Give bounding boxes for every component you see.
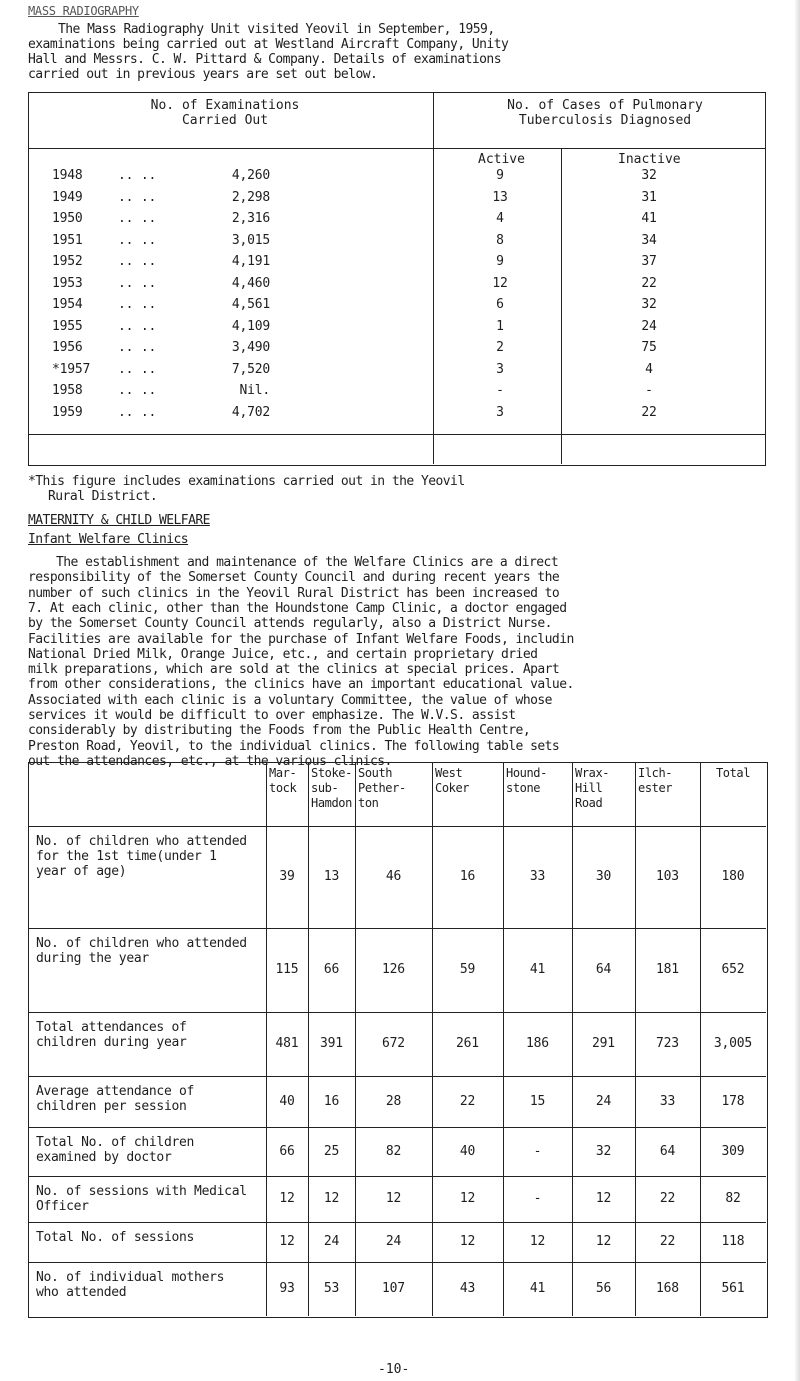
xray-exams: 4,460 (231, 275, 270, 291)
xray-exams: 4,260 (231, 168, 270, 183)
clinic-cell: 16 (459, 869, 476, 884)
clinic-row-divider (28, 1176, 766, 1177)
clinic-column-header: Hound- (506, 766, 547, 780)
xray-footnote: Rural District. (48, 489, 158, 504)
xray-active: - (496, 383, 504, 398)
xray-year: 1955 (52, 318, 83, 334)
xray-leader-dots: .. .. (118, 254, 157, 269)
clinic-cell: 40 (459, 1143, 476, 1159)
clinic-row-divider (28, 1127, 766, 1128)
xray-year: 1958 (52, 383, 83, 398)
xray-active: 4 (496, 211, 504, 226)
xray-year: 1950 (52, 211, 83, 226)
xray-year: 1949 (52, 189, 83, 205)
intro-line: examinations being carried out at Westland Aircraft Company, Unity (28, 37, 509, 52)
xray-active: 1 (496, 318, 504, 334)
xray-head-right: No. of Cases of Pulmonary Tuberculosis Diagnosed (507, 98, 703, 128)
xray-year: 1952 (52, 254, 83, 269)
maternity-line: from other considerations, the clinics have an important educational value. (28, 677, 574, 693)
xray-active: 2 (496, 340, 504, 355)
clinic-cell: 24 (323, 1234, 340, 1249)
xray-inactive: 22 (641, 404, 657, 420)
xray-inactive: 34 (641, 232, 657, 248)
clinic-cell: 82 (725, 1191, 741, 1206)
xray-leader-dots: .. .. (118, 361, 157, 377)
xray-leader-dots: .. .. (118, 189, 157, 205)
clinic-cell: 64 (659, 1143, 676, 1159)
clinic-cell: 59 (459, 962, 476, 977)
clinic-row-label: No. of children who attended for the 1st time(under 1 year of age) (36, 834, 247, 879)
clinic-cell: - (533, 1191, 542, 1206)
clinic-cell: 391 (320, 1036, 343, 1051)
maternity-line: National Dried Milk, Orange Juice, etc., and certain proprietary dried (28, 646, 538, 662)
xray-inactive: 31 (641, 189, 657, 205)
maternity-line: out the attendances, etc., at the various clinics. (28, 753, 392, 769)
xray-year: 1956 (52, 340, 83, 355)
xray-year: *1957 (52, 361, 91, 377)
xray-leader-dots: .. .. (118, 297, 157, 312)
xray-leader-dots: .. .. (118, 404, 157, 420)
xray-exams: 2,316 (231, 211, 270, 226)
xray-active: 12 (492, 275, 508, 291)
clinic-cell: 181 (656, 962, 679, 977)
maternity-line: The establishment and maintenance of the Welfare Clinics are a direct (56, 555, 559, 570)
xray-year: 1954 (52, 297, 83, 312)
clinic-cell: 22 (659, 1191, 676, 1206)
xray-leader-dots: .. .. (118, 168, 157, 183)
xray-exams: 4,561 (231, 297, 270, 312)
clinic-row-divider (28, 1262, 766, 1263)
intro-line: carried out in previous years are set out below. (28, 67, 378, 82)
clinic-column-header: Hamdon (311, 796, 352, 810)
clinic-cell: 40 (279, 1093, 295, 1109)
clinic-column-header: Ilch- (638, 766, 673, 780)
xray-active: 9 (496, 254, 504, 269)
clinic-column-header: Mar- (269, 766, 297, 780)
clinic-row-label: Total No. of sessions (36, 1230, 195, 1245)
xray-year: 1959 (52, 404, 83, 420)
xray-inactive: 32 (641, 297, 657, 312)
clinic-row-divider (28, 928, 766, 929)
clinic-cell: 64 (595, 962, 612, 977)
clinic-cell: 12 (279, 1234, 295, 1249)
clinic-row-label: No. of individual mothers who attended (36, 1270, 225, 1300)
clinic-row-label: No. of children who attended during the year (36, 936, 247, 966)
xray-active: 3 (496, 404, 504, 420)
xray-leader-dots: .. .. (118, 211, 157, 226)
clinic-cell: 43 (459, 1281, 476, 1296)
clinic-cell: 41 (529, 1281, 546, 1296)
clinic-cell: 723 (656, 1036, 679, 1051)
xray-active: 6 (496, 297, 504, 312)
clinic-row-divider (28, 1222, 766, 1223)
clinic-cell: 30 (595, 869, 612, 884)
xray-exams: 3,015 (231, 232, 270, 248)
clinic-cell: 309 (721, 1143, 745, 1159)
clinic-cell: 15 (529, 1093, 546, 1109)
xray-footnote: *This figure includes examinations carried out in the Yeovil (28, 474, 465, 489)
clinic-cell: - (533, 1143, 542, 1159)
xray-exams: 4,191 (231, 254, 270, 269)
xray-leader-dots: .. .. (118, 275, 157, 291)
xray-inactive: 24 (641, 318, 657, 334)
xray-inactive: 32 (641, 168, 657, 183)
clinic-cell: 24 (385, 1234, 402, 1249)
page-edge-shadow (794, 0, 800, 1381)
intro-line: Hall and Messrs. C. W. Pittard & Company. Details of examinations (28, 52, 501, 67)
maternity-line: 7. At each clinic, other than the Houndstone Camp Clinic, a doctor engaged (28, 600, 567, 616)
maternity-line: number of such clinics in the Yeovil Rural District has been increased to (28, 585, 560, 601)
xray-exams: Nil. (239, 383, 270, 398)
xray-active: 3 (496, 361, 504, 377)
clinic-cell: 66 (279, 1143, 295, 1159)
clinic-cell: 24 (595, 1093, 612, 1109)
clinic-cell: 13 (323, 869, 340, 884)
xray-mid-divider (433, 92, 434, 464)
clinic-cell: 22 (659, 1234, 676, 1249)
clinic-column-header: stone (506, 781, 541, 795)
xray-exams: 7,520 (231, 361, 270, 377)
clinic-cell: 46 (385, 869, 402, 884)
clinic-column-header: South (358, 766, 393, 780)
clinic-cell: 66 (323, 962, 340, 977)
clinic-cell: 178 (721, 1093, 745, 1109)
xray-inactive: 22 (641, 275, 657, 291)
clinic-column-header: Coker (435, 781, 470, 795)
xray-inactive: 37 (641, 254, 657, 269)
clinic-column-header: ester (638, 781, 673, 795)
xray-leader-dots: .. .. (118, 318, 157, 334)
clinic-cell: 115 (275, 962, 299, 977)
clinic-cell: 12 (459, 1234, 476, 1249)
xray-active: 9 (496, 168, 504, 183)
clinic-cell: 168 (656, 1281, 679, 1296)
xray-inactive: - (645, 383, 653, 398)
clinic-column-header: Wrax- (575, 766, 610, 780)
clinic-column-header: sub- (311, 781, 339, 795)
maternity-line: Preston Road, Yeovil, to the individual clinics. The following table sets (28, 738, 560, 754)
clinic-column-header: West (435, 766, 463, 780)
xray-exams: 2,298 (231, 189, 270, 205)
clinic-cell: 22 (459, 1093, 476, 1109)
intro-line: The Mass Radiography Unit visited Yeovil in September, 1959, (58, 22, 495, 37)
clinic-cell: 16 (323, 1093, 340, 1109)
clinic-cell: 12 (595, 1191, 612, 1206)
maternity-subheading: Infant Welfare Clinics (28, 532, 189, 547)
clinic-cell: 180 (721, 869, 745, 884)
clinic-cell: 481 (275, 1036, 299, 1051)
xray-col-inactive: Inactive (618, 152, 681, 167)
clinic-cell: 561 (721, 1281, 745, 1296)
xray-year: 1951 (52, 232, 83, 248)
xray-active-divider (561, 148, 562, 464)
clinic-cell: 12 (323, 1191, 340, 1206)
xray-exams: 3,490 (231, 340, 270, 355)
clinic-cell: 12 (529, 1234, 546, 1249)
xray-leader-dots: .. .. (118, 383, 157, 398)
xray-bottom-divider (28, 434, 765, 435)
clinic-column-header: Hill (575, 781, 603, 795)
maternity-line: considerably by distributing the Foods from the Public Health Centre, (28, 723, 531, 739)
clinic-cell: 33 (659, 1093, 676, 1109)
clinic-cell: 28 (385, 1093, 402, 1109)
xray-year: 1948 (52, 168, 83, 183)
clinic-cell: 82 (385, 1143, 402, 1159)
clinic-cell: 652 (721, 962, 745, 977)
clinic-column-header: Pether- (358, 781, 406, 795)
clinic-column-header: Total (715, 766, 751, 780)
clinic-cell: 25 (323, 1143, 340, 1159)
xray-inactive: 75 (641, 340, 657, 355)
clinic-column-header: ton (358, 796, 379, 810)
xray-active: 13 (492, 189, 508, 205)
clinic-row-label: Total No. of children examined by doctor (36, 1135, 195, 1165)
clinic-cell: 33 (529, 869, 546, 884)
section-title: MASS RADIOGRAPHY (28, 4, 139, 18)
clinic-cell: 93 (279, 1281, 295, 1296)
xray-leader-dots: .. .. (118, 340, 157, 355)
xray-inactive: 41 (641, 211, 657, 226)
maternity-line: Associated with each clinic is a voluntary Committee, the value of whose (28, 692, 552, 708)
clinic-cell: 126 (382, 962, 405, 977)
clinic-row-label: No. of sessions with Medical Officer (36, 1184, 247, 1214)
clinic-cell: 103 (656, 869, 679, 884)
xray-active: 8 (496, 232, 504, 248)
clinic-row-divider (28, 1012, 766, 1013)
clinic-cell: 186 (526, 1036, 549, 1051)
clinic-cell: 291 (592, 1036, 615, 1051)
clinic-cell: 118 (721, 1234, 745, 1249)
maternity-heading: MATERNITY & CHILD WELFARE (28, 513, 210, 528)
clinic-row-divider (28, 1076, 766, 1077)
clinic-cell: 12 (459, 1191, 476, 1206)
xray-exams: 4,702 (231, 404, 270, 420)
xray-head-left: No. of Examinations Carried Out (150, 98, 300, 128)
clinic-cell: 12 (279, 1191, 295, 1206)
clinic-row-label: Average attendance of children per session (36, 1084, 195, 1114)
clinic-column-header: Road (575, 796, 603, 810)
xray-leader-dots: .. .. (118, 232, 157, 248)
clinic-cell: 39 (279, 869, 295, 884)
clinic-column-header: tock (269, 781, 297, 795)
maternity-line: services it would be difficult to over emphasize. The W.V.S. assist (28, 708, 516, 723)
xray-exams: 4,109 (231, 318, 270, 334)
clinic-cell: 12 (595, 1234, 612, 1249)
clinic-cell: 53 (323, 1281, 340, 1296)
maternity-line: by the Somerset County Council attends regularly, also a District Nurse. (28, 616, 552, 632)
clinic-cell: 672 (382, 1036, 405, 1051)
clinic-cell: 32 (595, 1143, 612, 1159)
clinic-column-header: Stoke- (311, 766, 352, 780)
clinic-row-label: Total attendances of children during year (36, 1020, 187, 1050)
xray-inactive: 4 (645, 361, 653, 377)
clinic-cell: 12 (385, 1191, 402, 1206)
maternity-line: Facilities are available for the purchase of Infant Welfare Foods, includin (28, 631, 574, 647)
maternity-line: milk preparations, which are sold at the clinics at special prices. Apart (28, 662, 560, 678)
clinic-cell: 56 (595, 1281, 612, 1296)
clinic-cell: 3,005 (713, 1036, 753, 1051)
page-number: -10- (378, 1362, 410, 1377)
clinic-cell: 41 (529, 962, 546, 977)
xray-header-divider (28, 148, 765, 149)
maternity-line: responsibility of the Somerset County Council and during recent years the (28, 570, 560, 586)
xray-col-active: Active (478, 152, 525, 167)
xray-year: 1953 (52, 275, 83, 291)
clinic-row-divider (28, 826, 766, 827)
clinic-cell: 261 (456, 1036, 479, 1051)
clinic-cell: 107 (382, 1281, 405, 1296)
